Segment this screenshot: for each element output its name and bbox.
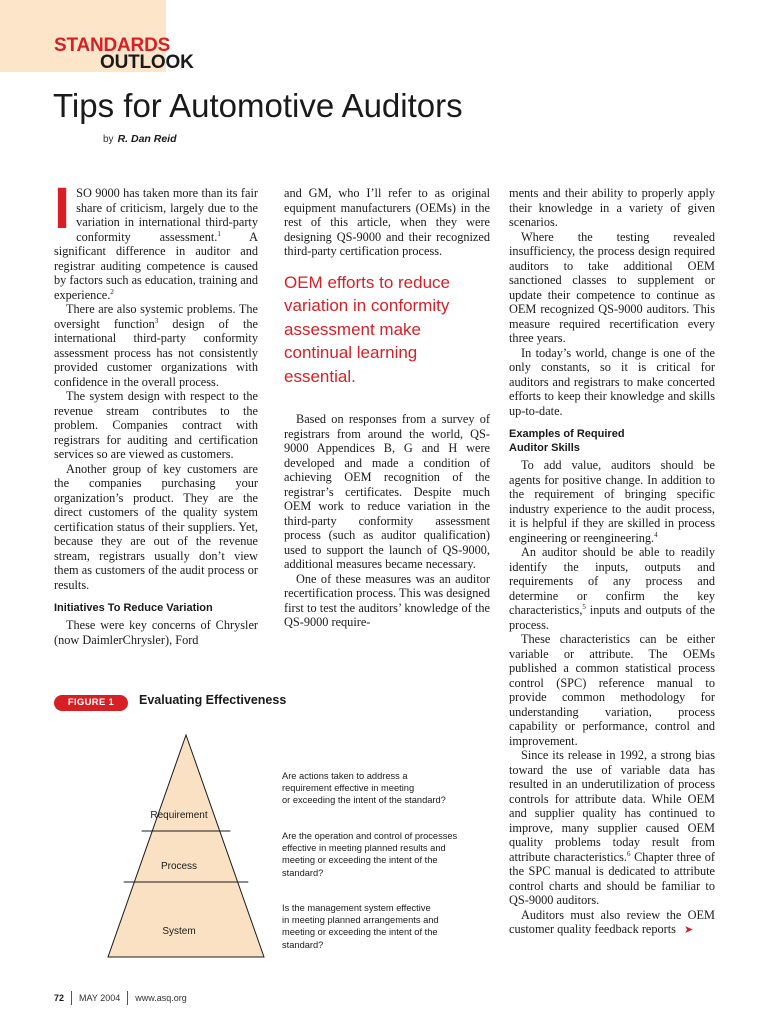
figure-title: Evaluating Effectiveness (139, 693, 287, 707)
paragraph: In today’s world, change is one of the only constants, so it is critical for auditors and registrars to make concerted efforts to keep their knowledge and skills up-to-date. (509, 345, 715, 418)
paragraph: Another group of key customers are the companies purchasing your organization’s product. They are the direct customers of the quality system certification status of their suppliers. Yet, because they are out of the revenue stream, registrars usually don’t view them as customers of the audit process or results. (54, 461, 258, 592)
pyramid-level-system: System (162, 926, 196, 937)
question-line: standard? (282, 867, 324, 878)
paragraph-text: SO 9000 has taken more than its fair share of criticism, largely due to the variation in international third-party conformity assessment. (76, 186, 258, 244)
continue-arrow-icon: ➤ (683, 924, 694, 936)
heading-line: Examples of Required (509, 428, 625, 440)
footnote-ref: 6 (626, 849, 631, 858)
question-line: meeting or exceeding the intent of the (282, 927, 438, 938)
footnote-ref: 5 (582, 602, 586, 611)
paragraph: These were key concerns of Chrysler (now DaimlerChrysler), Ford (54, 618, 258, 647)
question-line: effective in meeting planned results and (282, 843, 446, 854)
figure-question-process (282, 830, 467, 879)
page-number: 72 (54, 993, 65, 1003)
paragraph-text: inputs and outputs of the process. (509, 603, 715, 632)
paragraph (54, 176, 258, 302)
question-line: Are the operation and control of processes (282, 831, 458, 841)
footnote-ref: 1 (217, 229, 221, 238)
figure-question-requirement (282, 770, 467, 807)
paragraph-text: There are also systemic problems. The oversight function (54, 302, 258, 331)
website-link[interactable]: www.asq.org (135, 993, 187, 1003)
issue-date: MAY 2004 (79, 993, 121, 1003)
pyramid-level-requirement: Requirement (150, 810, 208, 821)
article-column-2 (284, 186, 490, 630)
paragraph (54, 302, 258, 389)
paragraph (509, 545, 715, 632)
section-heading (509, 427, 715, 455)
figure-badge: FIGURE 1 (54, 695, 128, 711)
paragraph: The system design with respect to the revenue stream contributes to the problem. Companies contract with registrars for auditing and certification services so are viewed as customers. (54, 389, 258, 461)
section-kicker-standards: STANDARDS (54, 35, 171, 56)
paragraph: One of these measures was an auditor recertification process. This was designed first to test the auditors’ knowledge of the QS-9000 require- (284, 571, 490, 629)
article-column-1 (54, 176, 258, 647)
section-heading: Initiatives To Reduce Variation (54, 602, 213, 614)
question-line: Are actions taken to address a (282, 771, 408, 781)
paragraph: and GM, who I’ll refer to as original equipment manufacturers (OEMs) in the rest of this article, when they were designing QS-9000 and their recognized third-party certification process. (284, 186, 490, 258)
question-line: in meeting planned arrangements and (282, 915, 439, 926)
paragraph (509, 458, 715, 545)
paragraph: These characteristics can be either variable or attribute. The OEMs published a common statistical process control (SPC) reference manual to provide common methodology for understanding variation, process capability or performance, control and improvement. (509, 632, 715, 748)
paragraph: Where the testing revealed insufficiency, the process design required auditors to take additional OEM sanctioned classes to supplement or update their competence to continue as OEM recognized QS-9000 auditors. This measure required recertification every three years. (509, 229, 715, 345)
footnote-ref: 3 (154, 316, 159, 325)
paragraph-text: A significant difference in auditor and registrar auditing competence is caused by factors such as education, training and experience. (54, 229, 258, 302)
figure-question-system (282, 902, 467, 951)
pyramid-shape (108, 735, 264, 957)
page-footer (54, 991, 187, 1005)
question-line: meeting or exceeding the intent of the (282, 855, 438, 866)
paragraph: Based on responses from a survey of registrars from around the world, QS-9000 Appendices B, G and H were developed and made a condition of achieving OEM recognition of the registrar’s certificates. Despite much OEM work to reduce variation in the third-party conformity assessment process (such as auditor qualification) used to support the launch of QS-9000, additional measures became necessary. (284, 412, 490, 571)
question-line: requirement effective in meeting (282, 783, 415, 794)
paragraph-text: An auditor should be able to readily identify the inputs, outputs and requirements of any process and determine or confirm the key characteristics, (509, 545, 715, 617)
question-line: standard? (282, 939, 324, 950)
footnote-ref: 4 (654, 530, 658, 539)
question-line: Is the management system effective (282, 903, 431, 913)
footnote-ref: 2 (110, 287, 114, 296)
byline (103, 133, 177, 145)
section-kicker-outlook: OUTLOOK (100, 52, 194, 73)
paragraph-text: To add value, auditors should be agents for positive change. In addition to the requirement of bringing specific industry experience to the audit process, it is helpful if they are skilled in process engineering or reengineering. (509, 458, 715, 545)
footer-divider (127, 991, 128, 1005)
paragraph-text: design of the international third-party conformity assessment process has not consistently provided customer organizations with confidence in the overall process. (54, 316, 258, 389)
paragraph-text: Auditors must also review the OEM customer quality feedback reports (509, 907, 715, 936)
paragraph: ments and their ability to properly apply their knowledge in a variety of given scenarios. (509, 186, 715, 229)
question-line: or exceeding the intent of the standard? (282, 795, 446, 806)
author-name: R. Dan Reid (117, 133, 177, 145)
paragraph (509, 748, 715, 908)
pull-quote: OEM efforts to reduce variation in conformity assessment make continual learning essential. (284, 272, 450, 386)
paragraph-text: Chapter three of the SPC manual is dedicated to attribute control charts and should be familiar to QS-9000 auditors. (509, 849, 715, 907)
paragraph-text: Since its release in 1992, a strong bias toward the use of variable data has resulted in an underutilization of process controls for attribute data. While OEM and supplier quality has continued to improve, many supplier caused OEM quality problems today result from attribute characteristics. (509, 748, 715, 864)
footer-divider (71, 991, 72, 1005)
article-title: Tips for Automotive Auditors (53, 87, 463, 124)
heading-line: Auditor Skills (509, 442, 580, 454)
article-column-3 (509, 186, 715, 938)
paragraph (509, 908, 715, 938)
byline-prefix: by (103, 134, 114, 145)
pyramid-level-process: Process (160, 861, 198, 872)
drop-cap: I (54, 176, 71, 241)
